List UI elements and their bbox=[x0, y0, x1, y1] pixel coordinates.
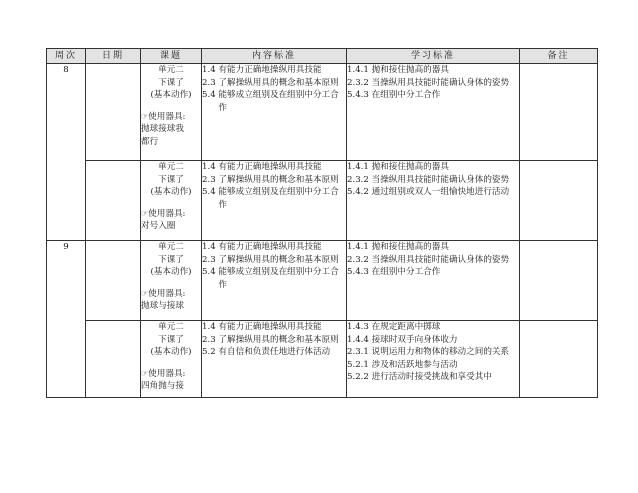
content-standard-text: 有能力正确地操纵用具技能 bbox=[218, 65, 322, 75]
topic-subject: 下课了 bbox=[158, 77, 184, 88]
equipment-name: 对号入圈 bbox=[141, 221, 176, 232]
content-standard-text: 了解操纵用具的概念和基本原则 bbox=[218, 334, 339, 345]
learning-standard-number: 5.4.3 bbox=[347, 267, 369, 278]
header-date: 日期 bbox=[86, 49, 141, 64]
content-standard-text: 有能力正确地操纵用具技能 bbox=[218, 162, 322, 172]
content-standard-number: 2.3 bbox=[202, 174, 216, 185]
content-standard-number: 5.4 bbox=[202, 90, 216, 101]
content-standard-number: 5.4 bbox=[202, 267, 216, 278]
content-standard-text: 有能力正确地操纵用具技能 bbox=[218, 322, 322, 332]
content-standard-item bbox=[202, 186, 346, 211]
content-standard-item bbox=[202, 174, 346, 187]
learning-standard-item bbox=[347, 89, 519, 102]
header-learning-standard: 学习标准 bbox=[347, 49, 520, 64]
learning-standard-text: 通过组别或双人一组愉快地进行活动 bbox=[371, 187, 510, 198]
content-standard-number: 1.4 bbox=[202, 65, 216, 75]
lesson-plan-table bbox=[46, 48, 598, 398]
pointing-hand-icon: ☞ bbox=[141, 111, 149, 121]
equipment-label bbox=[141, 368, 201, 381]
learning-standard-text: 抛和接住抛高的器具 bbox=[371, 242, 449, 252]
learning-standard-number: 1.4.1 bbox=[347, 162, 369, 172]
content-standard-item bbox=[202, 161, 346, 174]
pointing-hand-icon: ☞ bbox=[141, 208, 149, 218]
learning-standard-item bbox=[347, 64, 519, 77]
date-cell bbox=[86, 241, 141, 321]
remarks-cell bbox=[520, 161, 598, 241]
learning-standard-text: 当操纵用具技能时能确认身体的姿势 bbox=[371, 77, 510, 88]
learning-standard-text: 当操纵用具技能时能确认身体的姿势 bbox=[371, 174, 510, 185]
learning-standard-number: 2.3.2 bbox=[347, 77, 369, 88]
equipment-label bbox=[141, 208, 201, 221]
content-standard-item bbox=[202, 254, 346, 267]
date-cell bbox=[86, 64, 141, 161]
content-standard-number: 1.4 bbox=[202, 162, 216, 172]
content-standard-text: 了解操纵用具的概念和基本原则 bbox=[218, 77, 339, 88]
week-number: 9 bbox=[47, 241, 86, 398]
topic-cell bbox=[141, 161, 202, 241]
content-standard-number: 2.3 bbox=[202, 334, 216, 345]
equipment-label bbox=[141, 111, 201, 124]
learning-standard-number: 1.4.4 bbox=[347, 334, 369, 345]
content-standard-cell bbox=[202, 241, 347, 321]
content-standard-item bbox=[202, 89, 346, 114]
learning-standard-cell bbox=[347, 241, 520, 321]
learning-standard-number: 5.2.2 bbox=[347, 372, 369, 383]
content-standard-number: 2.3 bbox=[202, 254, 216, 265]
topic-subject: 下课了 bbox=[158, 334, 184, 345]
content-standard-number: 5.2 bbox=[202, 347, 216, 358]
topic-subject: 下课了 bbox=[158, 254, 184, 265]
content-standard-text: 有能力正确地操纵用具技能 bbox=[218, 242, 322, 252]
header-week: 周次 bbox=[47, 49, 86, 64]
content-standard-cell bbox=[202, 321, 347, 398]
topic-cell bbox=[141, 64, 202, 161]
learning-standard-item bbox=[347, 346, 519, 359]
learning-standard-item bbox=[347, 241, 519, 254]
learning-standard-text: 抛和接住抛高的器具 bbox=[371, 162, 449, 172]
learning-standard-number: 5.4.2 bbox=[347, 187, 369, 198]
content-standard-cell bbox=[202, 161, 347, 241]
learning-standard-cell bbox=[347, 161, 520, 241]
content-standard-number: 1.4 bbox=[202, 322, 216, 332]
topic-sub: (基本动作) bbox=[150, 187, 192, 198]
content-standard-text: 了解操纵用具的概念和基本原则 bbox=[218, 254, 339, 265]
learning-standard-number: 5.4.3 bbox=[347, 90, 369, 101]
topic-cell bbox=[141, 241, 202, 321]
topic-sub: (基本动作) bbox=[150, 267, 192, 278]
topic-unit: 单元二 bbox=[158, 242, 184, 252]
equipment-name: 四角抛与接 bbox=[141, 381, 184, 392]
header-topic: 课题 bbox=[141, 49, 202, 64]
learning-standard-text: 说明运用力和物体的移动之间的关系 bbox=[371, 347, 510, 358]
equipment-label bbox=[141, 288, 201, 301]
learning-standard-text: 抛和接住抛高的器具 bbox=[371, 65, 449, 75]
content-standard-item bbox=[202, 334, 346, 347]
content-standard-text: 有自信和负责任地进行体活动 bbox=[218, 347, 331, 358]
lesson-row bbox=[47, 321, 598, 398]
learning-standard-text: 在组别中分工合作 bbox=[371, 90, 441, 101]
topic-sub: (基本动作) bbox=[150, 347, 192, 358]
learning-standard-item bbox=[347, 161, 519, 174]
learning-standard-number: 1.4.1 bbox=[347, 242, 369, 252]
learning-standard-number: 2.3.2 bbox=[347, 174, 369, 185]
learning-standard-number: 5.2.1 bbox=[347, 359, 369, 370]
learning-standard-item bbox=[347, 359, 519, 372]
topic-unit: 单元二 bbox=[158, 322, 184, 332]
learning-standard-text: 在组别中分工合作 bbox=[371, 267, 441, 278]
learning-standard-text: 当操纵用具技能时能确认身体的姿势 bbox=[371, 254, 510, 265]
date-cell bbox=[86, 161, 141, 241]
learning-standard-number: 1.4.3 bbox=[347, 322, 369, 332]
pointing-hand-icon: ☞ bbox=[141, 288, 149, 298]
learning-standard-item bbox=[347, 371, 519, 384]
learning-standard-item bbox=[347, 254, 519, 267]
learning-standard-number: 2.3.2 bbox=[347, 254, 369, 265]
content-standard-cell bbox=[202, 64, 347, 161]
content-standard-text: 能够成立组别及在组别中分工合作 bbox=[218, 187, 339, 210]
week-number: 8 bbox=[47, 64, 86, 241]
header-row bbox=[47, 49, 598, 64]
content-standard-text: 能够成立组别及在组别中分工合作 bbox=[218, 90, 339, 113]
pointing-hand-icon: ☞ bbox=[141, 368, 149, 378]
learning-standard-item bbox=[347, 266, 519, 279]
learning-standard-item bbox=[347, 174, 519, 187]
content-standard-text: 能够成立组别及在组别中分工合作 bbox=[218, 267, 339, 290]
learning-standard-number: 1.4.1 bbox=[347, 65, 369, 75]
content-standard-number: 1.4 bbox=[202, 242, 216, 252]
equipment-label-text: 使用器具: bbox=[148, 368, 186, 379]
equipment-label-text: 使用器具: bbox=[148, 111, 186, 122]
content-standard-item bbox=[202, 241, 346, 254]
content-standard-number: 2.3 bbox=[202, 77, 216, 88]
topic-sub: (基本动作) bbox=[150, 90, 192, 101]
learning-standard-text: 接球时双手向身体收力 bbox=[371, 334, 458, 345]
topic-cell bbox=[141, 321, 202, 398]
learning-standard-item bbox=[347, 334, 519, 347]
content-standard-item bbox=[202, 321, 346, 334]
header-remarks: 备注 bbox=[520, 49, 598, 64]
learning-standard-text: 进行活动时接受挑战和享受其中 bbox=[371, 372, 492, 383]
equipment-name: 抛球接球我 bbox=[141, 124, 184, 135]
learning-standard-item bbox=[347, 321, 519, 334]
remarks-cell bbox=[520, 64, 598, 161]
learning-standard-cell bbox=[347, 321, 520, 398]
learning-standard-number: 2.3.1 bbox=[347, 347, 369, 358]
lesson-row bbox=[47, 161, 598, 241]
equipment-name: 都行 bbox=[141, 136, 159, 147]
topic-unit: 单元二 bbox=[158, 162, 184, 172]
content-standard-item bbox=[202, 64, 346, 77]
learning-standard-item bbox=[347, 77, 519, 90]
learning-standard-text: 在规定距离中掷球 bbox=[371, 322, 441, 332]
topic-subject: 下课了 bbox=[158, 174, 184, 185]
equipment-name: 抛球与接球 bbox=[141, 301, 184, 312]
lesson-row bbox=[47, 241, 598, 321]
learning-standard-cell bbox=[347, 64, 520, 161]
content-standard-item bbox=[202, 266, 346, 291]
content-standard-number: 5.4 bbox=[202, 187, 216, 198]
topic-unit: 单元二 bbox=[158, 65, 184, 75]
remarks-cell bbox=[520, 241, 598, 321]
lesson-row bbox=[47, 64, 598, 161]
content-standard-text: 了解操纵用具的概念和基本原则 bbox=[218, 174, 339, 185]
equipment-label-text: 使用器具: bbox=[148, 208, 186, 219]
remarks-cell bbox=[520, 321, 598, 398]
header-content-standard: 内容标准 bbox=[202, 49, 347, 64]
equipment-label-text: 使用器具: bbox=[148, 288, 186, 299]
learning-standard-item bbox=[347, 186, 519, 199]
date-cell bbox=[86, 321, 141, 398]
content-standard-item bbox=[202, 346, 346, 359]
learning-standard-text: 涉及和活跃地参与活动 bbox=[371, 359, 458, 370]
content-standard-item bbox=[202, 77, 346, 90]
